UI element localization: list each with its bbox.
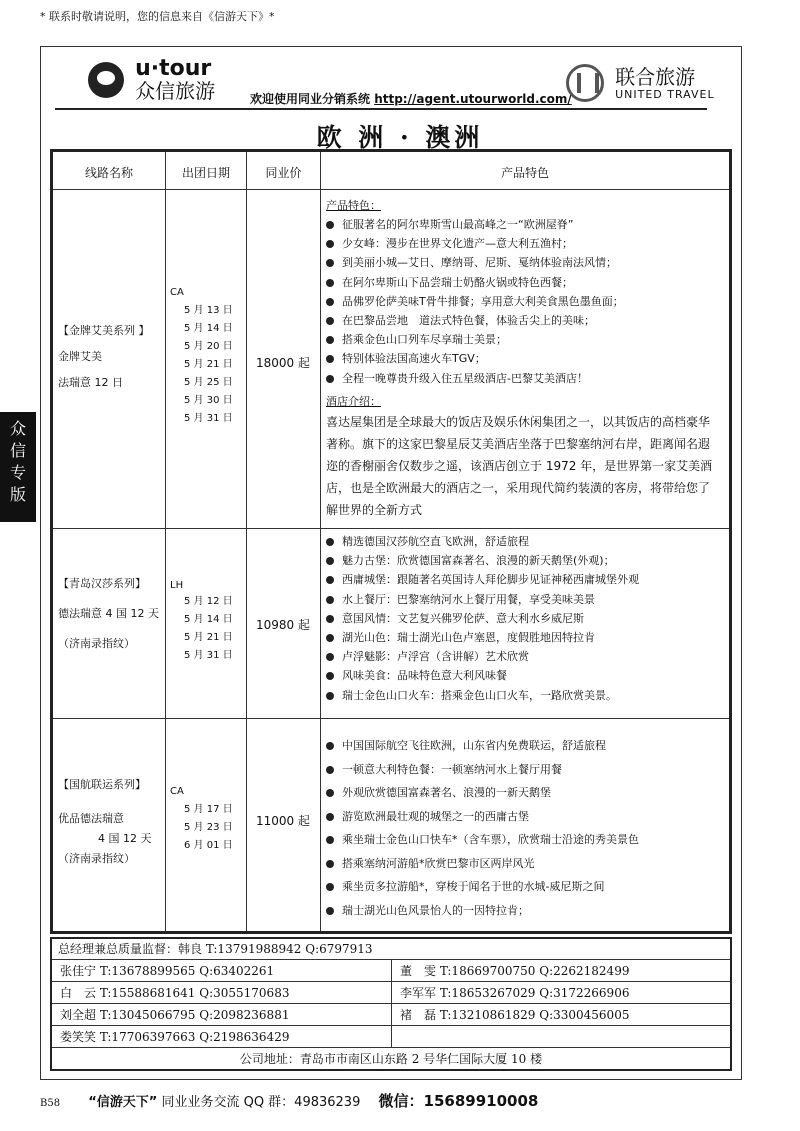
qq-group: 同业业务交流 QQ 群：49836239 [161,1095,361,1110]
contact-row: 董 雯 T:18669700750 Q:2262182499 [391,959,730,981]
feature-item: 魅力古堡：欣赏德国富森著名、浪漫的新天鹅堡(外观)； [342,554,615,568]
departure-date: 6 月 01 日 [184,840,233,851]
page-number: B58 [40,1098,61,1109]
bullet-icon [326,240,334,248]
side-tab-char: 版 [9,485,26,504]
header-features: 产品特色 [500,166,549,180]
contact-row: 娄笑笑 T:17706397663 Q:2198636429 [52,1025,391,1047]
feature-item: 搭乘塞纳河游船*欣赏巴黎市区两岸风光 [342,856,535,870]
departure-date: 5 月 23 日 [184,822,233,833]
top-note: * 联系时敬请说明，您的信息来自《信游天下》* [40,10,275,23]
row-divider [53,718,729,719]
feature-item: 水上餐厅：巴黎塞纳河水上餐厅用餐，享受美味美景 [342,592,595,606]
feature-item: 湖光山色：瑞士湖光山色卢塞恩，度假胜地因特拉肯 [342,631,595,645]
feature-item: 在巴黎品尝地 道法式特色餐，体验舌尖上的美味； [342,314,595,328]
bullet-icon [326,789,334,797]
row-divider [53,189,729,190]
bullet-icon [326,836,334,844]
contact-row: 白 云 T:15588681641 Q:3055170683 [52,981,391,1003]
feature-item: 搭乘金色山口列车尽享瑞士美景； [342,333,507,347]
contact-row: 张佳宁 T:13678899565 Q:63402261 [52,959,391,981]
feature-item: 卢浮魅影：卢浮宫（含讲解）艺术欣赏 [342,650,529,664]
price: 11000 起 [256,814,310,828]
agent-url-link[interactable]: http://agent.utourworld.com/ [374,92,572,106]
route-name: 金牌艾美 [58,350,102,363]
feature-item: 乘坐瑞士金色山口快车*（含车票），欣赏瑞士沿途的秀美景色 [342,833,639,846]
table-row-2-features [326,532,639,705]
side-tab-char: 信 [9,441,26,460]
departure-date: 5 月 21 日 [184,359,233,370]
departure-date: 5 月 17 日 [184,804,233,815]
utour-logo-en: u·tour [135,56,212,81]
united-logo-cn: 联合旅游 [615,64,696,89]
hotel-title: 酒店介绍： [326,394,381,408]
manager-contact: 总经理兼总质量监督：韩良 T:13791988942 Q:6797913 [58,942,373,956]
bullet-icon [326,813,334,821]
hotel-line: 店，也是全欧洲最大的酒店之一，采用现代简约装潢的客房，将带给您了 [326,480,711,495]
features-title: 产品特色： [326,199,381,212]
feature-item: 游览欧洲最壮观的城堡之一的西庸古堡 [342,809,529,823]
route-name-2: 4 国 12 天 [98,832,152,845]
bullet-icon [326,336,334,344]
feature-item: 精选德国汉莎航空直飞欧洲，舒适旅程 [342,535,529,548]
bullet-icon [326,672,334,680]
departure-date: 5 月 13 日 [184,305,233,316]
wechat-number: 15689910008 [423,1092,539,1110]
bullet-icon [326,692,334,700]
bullet-icon [326,860,334,868]
united-travel-logo [566,64,715,102]
hotel-line: 喜达屋集团是全球最大的饭店及娱乐休闲集团之一，以其饭店的高档豪华 [326,414,711,429]
contact-row: 褚 磊 T:13210861829 Q:3300456005 [391,1003,730,1025]
bullet-icon [326,557,334,565]
bullet-icon [326,538,334,546]
feature-item: 全程一晚尊贵升级入住五星级酒店-巴黎艾美酒店！ [342,371,588,385]
company-address: 公司地址：青岛市市南区山东路 2 号华仁国际大厦 10 楼 [52,1047,730,1069]
col-divider [246,152,247,931]
contact-row: 刘全超 T:13045066795 Q:2098236881 [52,1003,391,1025]
feature-item: 品佛罗伦萨美味T骨牛排餐；享用意大利美食黑色墨鱼面； [342,294,624,308]
route-name: 德法瑞意 4 国 12 天 [58,607,159,620]
utour-logo-cn: 众信旅游 [135,79,216,103]
bullet-icon [326,907,334,915]
hotel-description [326,411,718,521]
table-row-3-features [326,734,639,922]
hotel-line: 著称。旗下的这家巴黎星辰艾美酒店坐落于巴黎塞纳河右岸，距离闻名遐 [326,436,711,451]
col-divider [320,152,321,931]
feature-item: 一顿意大利特色餐：一顿塞纳河水上餐厅用餐 [342,762,562,776]
feature-item: 到美丽小城—艾日、摩纳哥、尼斯、戛纳体验南法风情； [342,256,617,270]
route-series: 【国航联运系列】 [58,778,146,791]
departure-date: 5 月 30 日 [184,395,233,406]
header-route: 线路名称 [84,166,133,180]
price: 10980 起 [256,618,310,632]
feature-item: 瑞士湖光山色风景怡人的一因特拉肯； [342,903,529,917]
bullet-icon [326,634,334,642]
table-row-1-dates [170,287,233,428]
welcome-line [250,90,572,107]
route-series: 【青岛汉莎系列】 [58,577,146,590]
welcome-text: 欢迎使用同业分销系统 [250,92,371,106]
table-row-3-route [58,775,152,869]
route-name: 优品德法瑞意 [58,812,124,825]
utour-logo [88,58,215,102]
feature-item: 意国风情：文艺复兴佛罗伦萨、意大利水乡威尼斯 [342,611,584,625]
departure-date: 5 月 25 日 [184,377,233,388]
side-tab [0,412,36,522]
table-row-3-dates [170,786,233,855]
bullet-icon [326,576,334,584]
bullet-icon [326,221,334,229]
departure-date: 5 月 21 日 [184,632,233,643]
region-title: 欧 洲 · 澳洲 [316,123,484,152]
feature-item: 瑞士金色山口火车：搭乘金色山口火车，一路欣赏美景。 [342,688,617,702]
bullet-icon [326,375,334,383]
feature-item: 中国国际航空飞往欧洲，山东省内免费联运，舒适旅程 [342,739,606,752]
feature-item: 西庸城堡：跟随著名英国诗人拜伦脚步见证神秘西庸城堡外观 [342,573,639,587]
feature-item: 风味美食：品味特色意大利风味餐 [342,669,507,683]
header-price: 同业价 [265,166,302,180]
bullet-icon [326,883,334,891]
contact-row: 李军军 T:18653267029 Q:3172266906 [391,981,730,1003]
feature-item: 少女峰：漫步在世界文化遗产—意大利五渔村； [342,237,573,251]
footer [40,1090,538,1111]
header-divider [55,108,707,110]
carrier-code: LH [170,580,184,591]
bullet-icon [326,259,334,267]
route-series: 【金牌艾美系列 】 [58,324,150,337]
contact-row [391,1025,730,1047]
footer-brand: “信游天下” [88,1095,158,1110]
bullet-icon [326,317,334,325]
table-row-1-route [58,318,150,396]
utour-logo-icon [88,62,124,98]
bullet-icon [326,615,334,623]
departure-date: 5 月 31 日 [184,413,233,424]
side-tab-char: 众 [9,419,26,438]
route-name-2: 法瑞意 12 日 [58,376,123,389]
bullet-icon [326,596,334,604]
table-row-2-dates [170,580,233,665]
table-row-2-route [58,569,159,659]
feature-item: 外观欣赏德国富森著名、浪漫的一新天鹅堡 [342,786,551,799]
feature-item: 特别体验法国高速火车TGV； [342,352,486,366]
united-travel-logo-icon [566,64,604,102]
feature-item: 在阿尔卑斯山下品尝瑞士奶酪火锅或特色西餐； [342,275,573,289]
feature-item: 征服著名的阿尔卑斯雪山最高峰之一“欧洲屋脊” [342,218,574,231]
bullet-icon [326,355,334,363]
hotel-line: 迩的香榭丽舍仅数步之遥，该酒店创立于 1972 年，是世界第一家艾美酒 [326,458,713,473]
route-name-3: （济南录指纹） [58,852,135,865]
price: 18000 起 [256,356,310,370]
bullet-icon [326,766,334,774]
col-divider [165,152,166,931]
wechat-label: 微信： [378,1092,424,1110]
bullet-icon [326,653,334,661]
row-divider [53,528,729,529]
side-tab-char: 专 [9,463,26,482]
departure-date: 5 月 20 日 [184,341,233,352]
bullet-icon [326,279,334,287]
hotel-line: 解世界的全新方式 [326,502,423,517]
side-tab-text [0,418,36,506]
carrier-code: CA [170,287,184,298]
bullet-icon [326,298,334,306]
table-row-1-features [326,196,718,521]
carrier-code: CA [170,786,184,797]
united-logo-en: UNITED TRAVEL [615,87,715,101]
departure-date: 5 月 31 日 [184,650,233,661]
departure-date: 5 月 12 日 [184,596,233,607]
header-dates: 出团日期 [181,166,230,180]
bullet-icon [326,742,334,750]
departure-date: 5 月 14 日 [184,614,233,625]
feature-item: 乘坐贡多拉游船*，穿梭于闻名于世的水城-威尼斯之间 [342,880,605,893]
route-name-2: （济南录指纹） [58,637,135,650]
departure-date: 5 月 14 日 [184,323,233,334]
